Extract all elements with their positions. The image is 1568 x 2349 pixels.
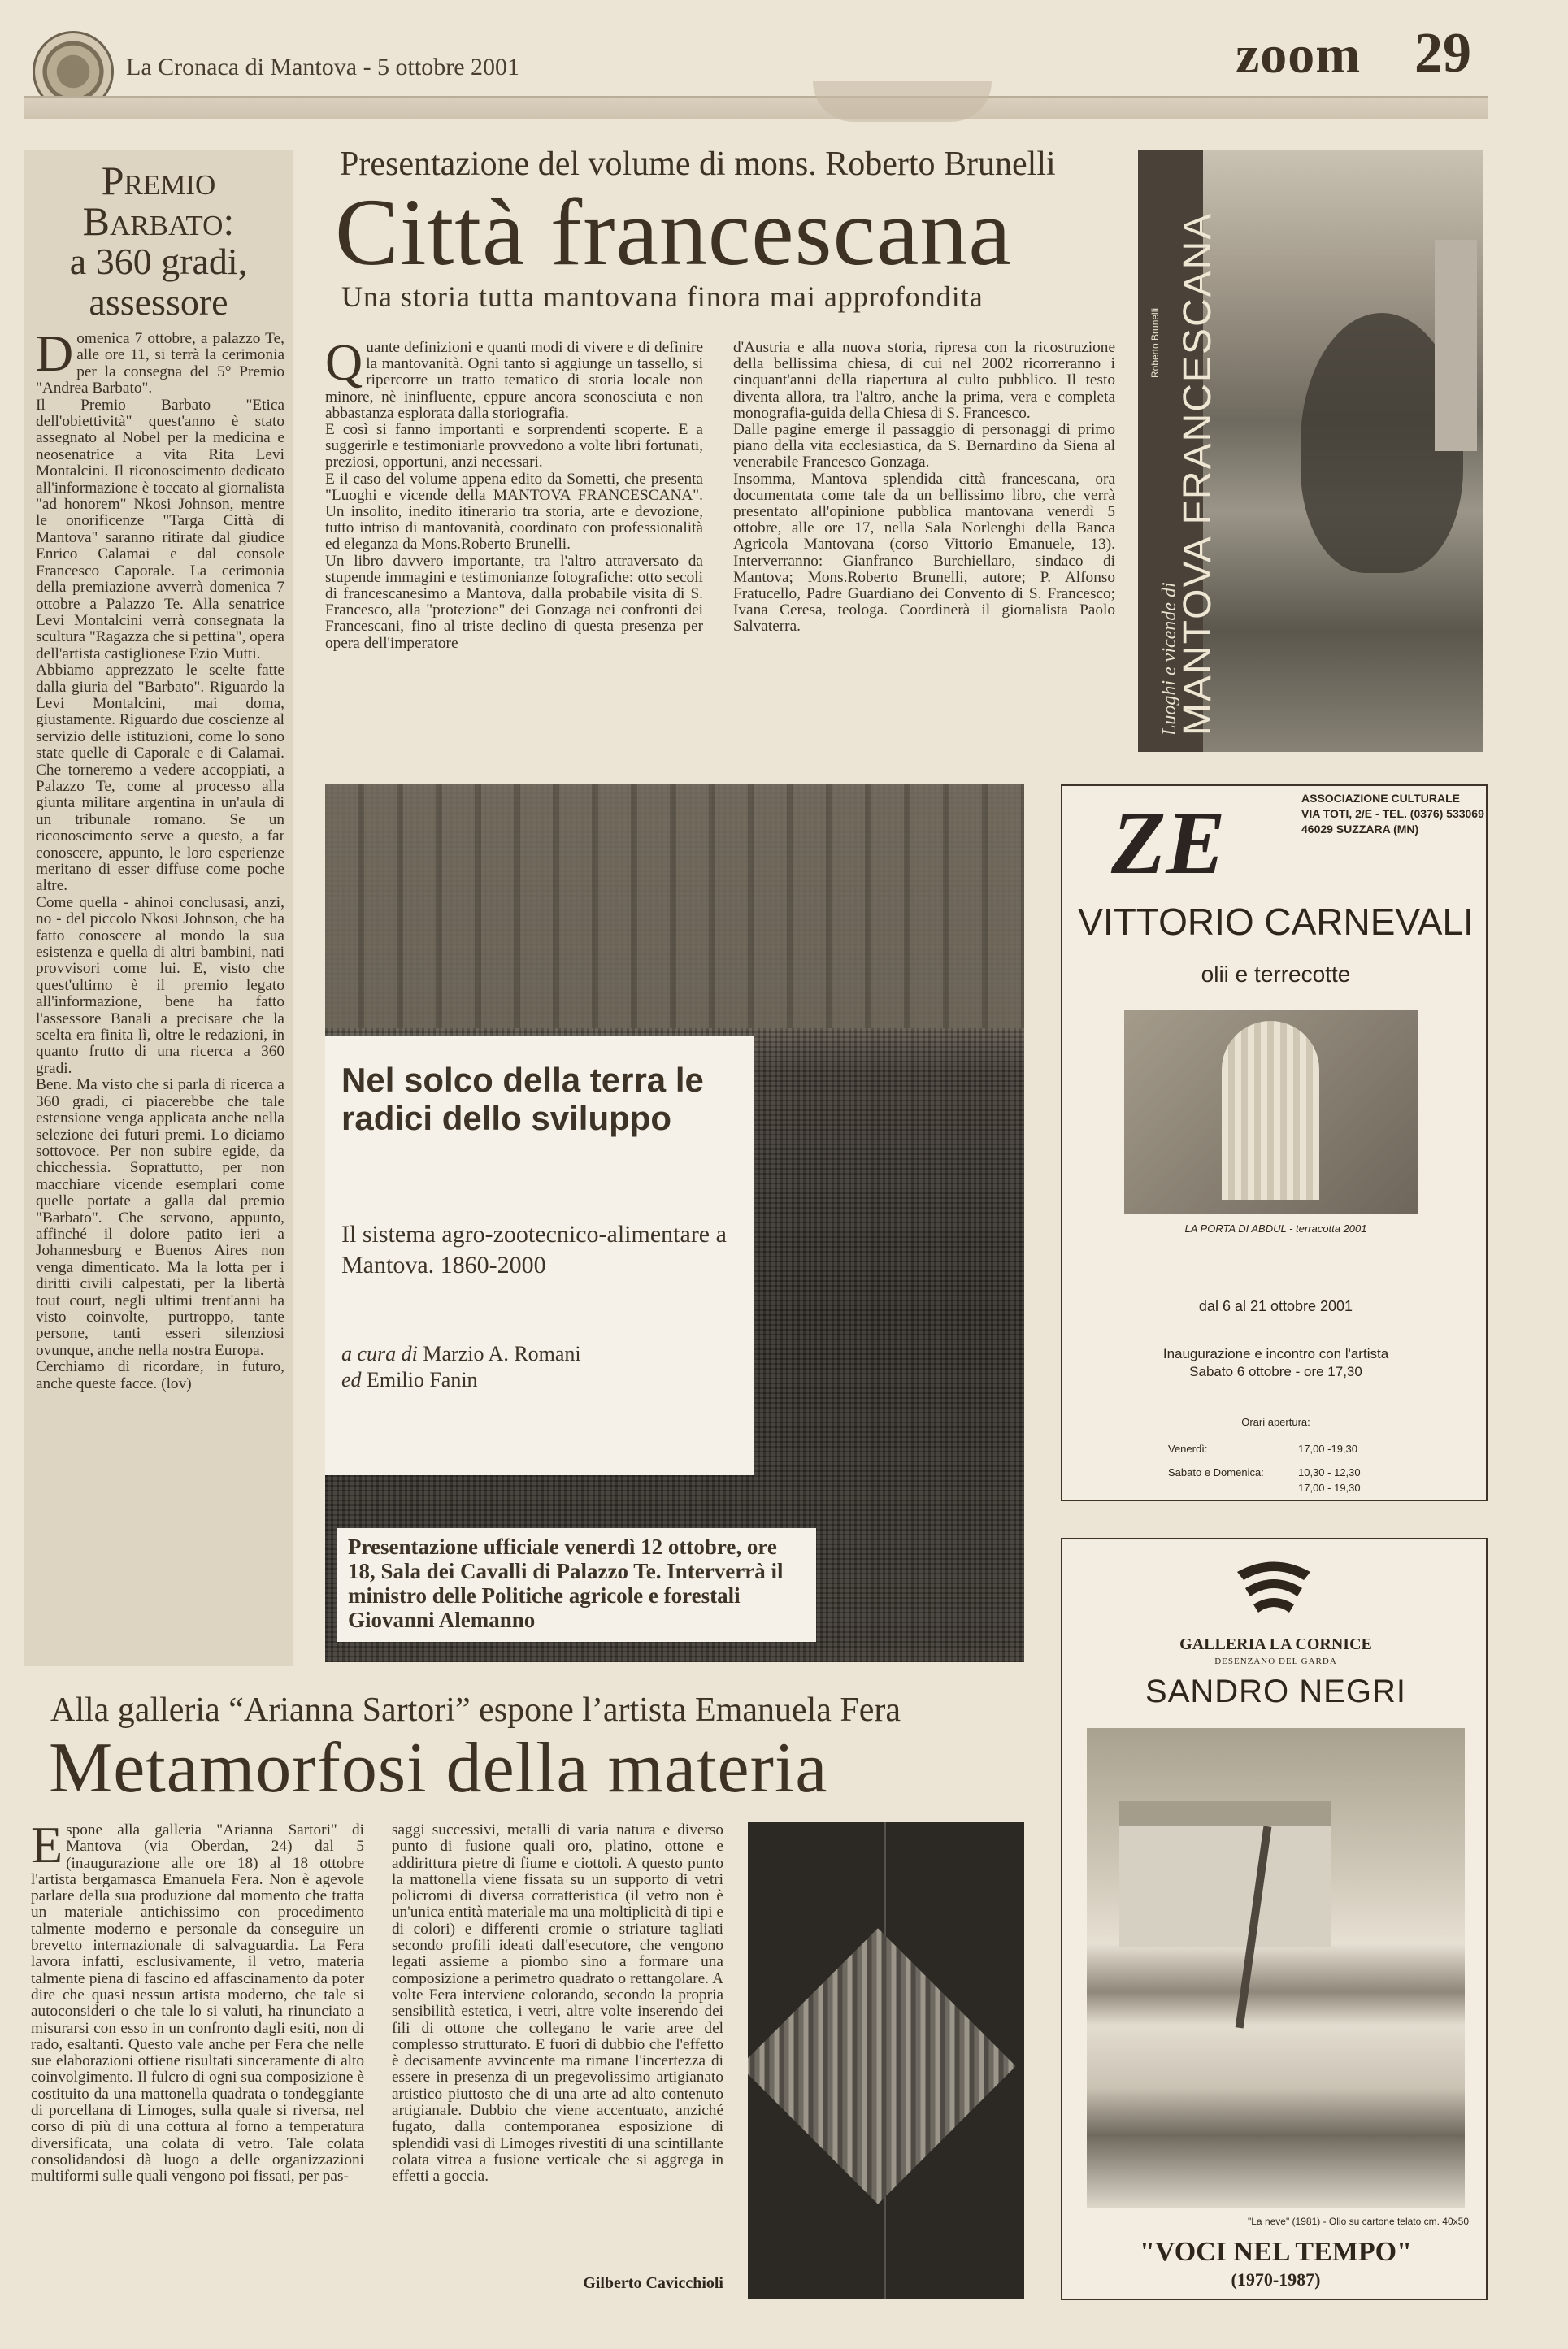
assoc-line: ASSOCIAZIONE CULTURALE (1301, 792, 1460, 805)
ad-text-box (325, 1036, 754, 1475)
exhibition-years: (1970-1987) (1231, 2269, 1321, 2290)
negri-exhibition-ad (1061, 1538, 1488, 2300)
top-article-column-2 (733, 340, 1115, 636)
paragraph: Abbiamo apprezzato le scelte fatte dalla giuria del "Barbato". Riguardo la Levi Montalcini, mai doma, giustamente. Riguardo due coscienze al servizio delle istituzioni, come lo sono state quelle di Caporale e di Calamai. Che torneremo a vedere accoppiati, a Palazzo Te, come al processo alla giunta militare argentina in un'aula di un tribunale romano. Se un riconoscimento serve a questo, a far conoscere, appunto, le loro esperienze meritano di esser diffuse come poche altre. (36, 662, 284, 895)
association-logo: ZE (1111, 793, 1226, 892)
ad-footer: Presentazione ufficiale venerdì 12 ottobre, ore 18, Sala dei Cavalli di Palazzo Te. Interverrà il ministro delle Politiche agricole e forestali Giovanni Alemanno (337, 1528, 816, 1642)
paragraph: Un libro davvero importante, tra l'altro attraversato da stupende immagini e testimonianze fotografiche: otto secoli di francescanesimo a Mantova, dalla probabile visita di S. Francesco, alla "protezione" dei Gonzaga nei confronti dei Francescani, fino al triste declino di questa presenza per opera dell'imperatore (325, 552, 703, 652)
artist-media: olii e terrecotte (1201, 962, 1351, 987)
top-article-column-1 (325, 333, 703, 652)
paragraph: spone alla galleria "Arianna Sartori" di Mantova (via Oberdan, 24) dal 5 (inaugurazione alle ore 18) al 18 ottobre l'artista bergamasca Emanuela Fera. Non è agevole parlare della sua produzione dal momento che tratta un materiale antichissimo con procedimento talmente moderno e personale da conseguire un brevetto internazionale di salvaguardia. La Fera lavora infatti, esclusivamente, il vetro, materia talmente piena di fascino ed affascinamento da poter dire che quasi nessun artista moderno, che tale si autoconsideri o che tale lo si valuti, ha rinunciato a misurarsi con esso in un confronto dagli esiti, non di rado, esaltanti. Questo vale anche per Fera che nelle sue elaborazioni ottiene risultati sinceramente di alto coinvolgimento. Il fulcro di ogni sua composizione è costituito da una mattonella quadrata o tondeggiante di porcellana di Limoges, sulla quale si riversa, nel corso di più di una cottura al forno a temperatura diversificata, una colata di vetro. Tale colata consolidandosi dà luogo a delle organizzazioni multiformi sulle quali vengono poi fissati, per pas- (31, 1821, 364, 2186)
curator: Emilio Fanin (367, 1368, 478, 1392)
book-cover-image (1138, 150, 1483, 752)
artwork-image (1124, 1010, 1418, 1214)
paragraph: d'Austria e alla nuova storia, ripresa con la ricostruzione della bellissima chiesa, di cui nel 2002 ricorreranno i cinquant'anni della riapertura al culto pubblico. Il testo diventa allora, tra l'altro, anche la prima, vera e completa monografia-guida della Chiesa di S. Francesco. (733, 339, 1115, 422)
book-author: Roberto Brunelli (1149, 307, 1161, 378)
dropcap: Q (325, 333, 363, 391)
hours-day: Venerdì: (1168, 1443, 1208, 1455)
gallery-location: DESENZANO DEL GARDA (1214, 1656, 1337, 1666)
book-subtitle: Luoghi e vicende di (1159, 582, 1180, 736)
bottom-article-column-2: saggi successivi, metalli di varia natura e diverso punto di fusione quali oro, platino, ottone e addirittura pietre di fiume e ciottoli. A questo punto la mattonella viene fissata su un supporto di vetri policromi di diversa corratteristica (il vetro non è un'unica entità materiale ma una moltiplicità di tipi e di colori) e differenti cromie o striature tagliati secondo profili ideati dall'esecutore, che vengono legati assieme a piombo sino a formare una composizione a perimetro quadrato o rettangolare. A volte Fera interviene colorando, secondo la propria sensibilità estetica, i vetri, altre volte inserendo dei fili di ottone che collegano le varie aree del complesso strutturato. E fuori di dubbio che l'effetto è decisamente avvincente ma rimane l'incertezza di essere in presenza di un pregevolissimo artigianato artistico piuttosto che di una arte ad alto contenuto artigianale. Dubbio che viene accentuato, anziché fugato, dalla contemporanea esposizione di splendidi vasi di Limoges rivestiti di una scintillante colata vitrea a fusione verticale che si aggrega in effetti a goccia. (392, 1821, 723, 2186)
hours-time: 17,00 - 19,30 (1298, 1482, 1361, 1494)
paragraph: E il caso del volume appena edito da Sometti, che presenta "Luoghi e vicende della MANTOVA FRANCESCANA". Un insolito, inedito itinerario tra storia, arte e devozione, tutto intriso di mantovanità, coordinato con professionalità ed eleganza da Mons.Roberto Brunelli. (325, 470, 703, 554)
ad-subtitle: Il sistema agro-zootecnico-alimentare a Mantova. 1860-2000 (341, 1221, 727, 1279)
title-line: assessore (89, 281, 228, 323)
title-line: Barbato: (82, 198, 235, 244)
curated-prefix: ed (341, 1368, 362, 1392)
hours-time: 10,30 - 12,30 (1298, 1466, 1361, 1478)
masthead: La Cronaca di Mantova - 5 ottobre 2001 (126, 54, 520, 80)
artwork-diamond-shape (748, 1928, 1016, 2204)
crowd-photo-building (325, 784, 1024, 1028)
paragraph: uante definizioni e quanti modi di vivere e di definire la mantovanità. Ogni tanto si aggiunge un tassello, si ripercorre un tratto tematico di storia locale non minore, nè ininfluente, eppure ancora sconosciuta e non abbastanza esplorata dalla storiografia. (325, 339, 703, 422)
bottom-article-title: Metamorfosi della materia (49, 1729, 828, 1808)
painting-snow-image (1087, 1728, 1465, 2208)
bottom-article-column-1 (31, 1816, 364, 2186)
top-article-kicker: Presentazione del volume di mons. Roberto Brunelli (340, 145, 1056, 183)
hours-day: Sabato e Domenica: (1168, 1466, 1264, 1478)
artist-name: VITTORIO CARNEVALI (1078, 901, 1474, 943)
bottom-article-kicker: Alla galleria “Arianna Sartori” espone l’artista Emanuela Fera (50, 1691, 901, 1729)
ad-headline: Nel solco della terra le radici dello sviluppo (341, 1061, 704, 1137)
association-info (1301, 791, 1484, 837)
book-title: MANTOVA FRANCESCANA (1176, 211, 1219, 736)
church-photo (1203, 150, 1483, 752)
paragraph: E così si fanno importanti e sorprendenti scoperte. E a suggerirle e testimoniarle provvedono a volte libri fortunati, preziosi, opportuni, anzi necessari. (325, 421, 703, 471)
book-presentation-ad (325, 784, 1024, 1662)
house-shape (1119, 1801, 1331, 1947)
left-article-body (36, 324, 284, 1392)
arch-door-shape (1222, 1021, 1319, 1200)
inaug-line: Inaugurazione e incontro con l'artista (1162, 1346, 1389, 1361)
section-label: zoom (1236, 25, 1362, 85)
exhibition-title: "VOCI NEL TEMPO" (1140, 2237, 1412, 2267)
assoc-line: 46029 SUZZARA (MN) (1301, 823, 1419, 836)
title-line: a 360 gradi, (69, 241, 248, 282)
hours-title: Orari apertura: (1241, 1416, 1310, 1428)
dropcap: D (36, 324, 74, 382)
author-signature: Gilberto Cavicchioli (583, 2274, 723, 2292)
paragraph: Cerchiamo di ricordare, in futuro, anche queste facce. (lov) (36, 1358, 284, 1392)
paragraph: Come quella - ahinoi conclusasi, anzi, no - del piccolo Nkosi Johnson, che ha fatto conoscere al mondo la sua esistenza e quella di altri bambini, nati provvisori come lui. E, visto che quest'ultimo è il premio legato all'informazione, bene ha fatto l'assessore Banali a precisare che la scelta era finita lì, oltre le redazioni, in quanto frutto di una ricerca a 360 gradi. (36, 893, 284, 1077)
paragraph: Insomma, Mantova splendida città francescana, ora documentata come tale da un bellissimo libro, che verrà presentato all'opinione pubblica mantovana venerdì 5 ottobre, alle ore 17, nella Sala Norlenghi della Banca Agricola Mantovana (corso Vittorio Emanuele, 13). Interverranno: Gianfranco Burchiellaro, sindaco di Mantova; Mons.Roberto Brunelli, autore; P. Alfonso Fratucello, Padre Guardiano dei Convento di S. Francesco; Ivana Ceresa, teologa. Coordinerà il giornalista Paolo Salvaterra. (733, 470, 1115, 636)
left-article (24, 150, 293, 1666)
hours-time: 17,00 -19,30 (1298, 1443, 1358, 1455)
paragraph: Bene. Ma visto che si parla di ricerca a 360 gradi, ci piacerebbe che tale estensione venga applicata anche nella selezione dei futuri premi. Lo diciamo sottovoce. Per non subire egide, da chicchessia. Soprattutto, per non macchiare vicende esemplari come quelle portate a galla dal premio "Barbato". Che servono, appunto, affinché il dolore patito ieri a Johannesburg e Buenos Aires non venga dimenticato. Ma la lotta per i diritti civili calpestati, per la libertà tout court, negli ultimi trent'anni ha visto coinvolte, purtroppo, tante persone, tanti esseri silenziosi ovunque, anche nella nostra Europa. (36, 1076, 284, 1359)
left-article-title (24, 160, 293, 323)
dropcap: E (31, 1816, 63, 1874)
artist-name: SANDRO NEGRI (1145, 1674, 1406, 1709)
paragraph: omenica 7 ottobre, a palazzo Te, alle ore 11, si terrà la cerimonia per la consegna del 5° Premio "Andrea Barbato". (36, 330, 284, 397)
exhibition-dates: dal 6 al 21 ottobre 2001 (1198, 1298, 1353, 1314)
inaug-line: Sabato 6 ottobre - ore 17,30 (1189, 1364, 1362, 1379)
ad-curators (341, 1341, 740, 1393)
curator: Marzio A. Romani (423, 1342, 581, 1366)
gallery-logo (1229, 1556, 1318, 1619)
gallery-name: GALLERIA LA CORNICE (1179, 1635, 1372, 1653)
page-number: 29 (1414, 22, 1471, 85)
book-spine (1138, 150, 1219, 752)
title-line: Premio (101, 158, 216, 203)
top-article-title: Città francescana (335, 179, 1012, 285)
bell-tower-shape (1435, 240, 1477, 451)
top-article-subtitle: Una storia tutta mantovana finora mai approfondita (341, 280, 984, 313)
carnevali-exhibition-ad (1061, 784, 1488, 1501)
painting-caption: "La neve" (1981) - Olio su cartone telato cm. 40x50 (1248, 2216, 1469, 2227)
curated-prefix: a cura di (341, 1342, 418, 1366)
paragraph: Il Premio Barbato "Etica dell'obiettività" quest'anno è stato assegnato al Nobel per la medicina e neosenatrice a vita Rita Levi Montalcini. Il riconoscimento dedicato all'informazione è toccato al giornalista "ad honorem" Nkosi Johnson, mentre le onorificenze "Targa Città di Mantova" saranno ritirate dal giudice Enrico Calamai e dal console Francesco Caporale. La cerimonia della premiazione avverrà domenica 7 ottobre a Palazzo Te. Alla senatrice Levi Montalcini verrà consegnata la scultura "Ragazza che si pettina", opera dell'artista castiglionese Ezio Mutti. (36, 396, 284, 662)
decorative-seal (813, 81, 992, 122)
paragraph: Dalle pagine emerge il passaggio di personaggi di primo piano della vita ecclesiastica, da S. Bernardino da Siena al venerabile Francesco Gonzaga. (733, 421, 1115, 471)
glass-artwork-image (748, 1822, 1024, 2299)
inauguration-info (1062, 1345, 1489, 1381)
artwork-caption: LA PORTA DI ABDUL - terracotta 2001 (1184, 1222, 1367, 1235)
header-rule (24, 96, 1488, 119)
assoc-line: VIA TOTI, 2/E - TEL. (0376) 533069 (1301, 807, 1484, 820)
